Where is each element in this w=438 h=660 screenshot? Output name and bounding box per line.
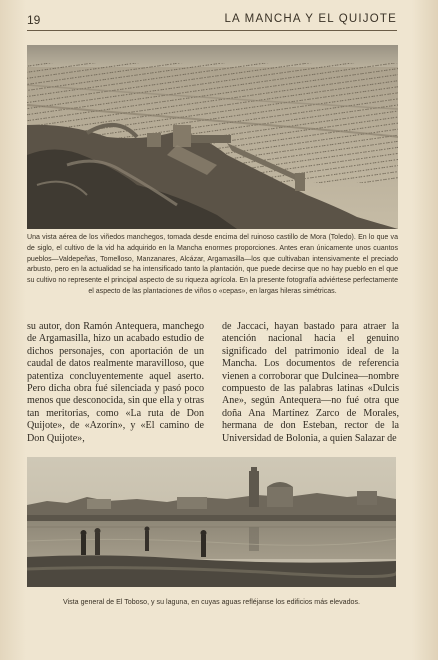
top-photo-caption: Una vista aérea de los viñedos manchegos, tomada desde encima del ruinoso castillo de Mora (Toledo). En lo que va de siglo, el cultivo de la vid ha adquirido en la Mancha enormes proporciones. Antes eran únicamente unos cuantos pueblos—Valdepeñas, Tomelloso, Manzanares, Alcázar, Argamasilla—los que cultivaban intensivamente el preciado arbusto, pero en la actualidad se ha intensificado tanto la plantación, que puede decirse que no hay pueblo en el que su cultivo no represente el principal aspecto de su riqueza agrícola. En la presente fotografía adviértese perfectamente el aspecto de las plantaciones de viños o «cepas», en largas hileras simétricas. <box>27 234 398 295</box>
body-column-left <box>27 321 204 443</box>
page-number: 19 <box>27 13 41 27</box>
column-left-text: su autor, don Ramón Antequera, manchego de Argamasilla, hizo un acabado estudio de dichos personajes, con aportación de un caudal de datos realmente maravilloso, que patentiza concluyentemente aquel aserto. Pero dicha obra fué silenciada y pasó poco menos que desconocida, sin que ella y otras tan meritorias, como «La ruta de Don Quijote», de «Azorín», y «El camino de Don Quijote», <box>27 321 204 444</box>
vineyard-castle-photo <box>27 45 398 229</box>
column-right-text: de Jaccaci, hayan bastado para atraer la atención nacional hacia el genuino significado del patrimonio ideal de la Mancha. Los documentos de referencia vienen a corroborar que Dulcinea—nombre compuesto de las palabras latinas «Dulcis Ane», según Antequera—no fué otra que doña Ana Martínez Zarco de Morales, hermana de don Esteban, rector de la Universidad de Bolonia, a quien Salazar de <box>222 321 399 444</box>
header-rule <box>27 30 397 31</box>
body-columns <box>27 321 399 443</box>
el-toboso-photo <box>27 457 396 587</box>
body-column-right <box>222 321 399 443</box>
bottom-photo-caption: Vista general de El Toboso, y su laguna, en cuyas aguas refléjanse los edificios más elevados. <box>62 598 361 606</box>
running-title: LA MANCHA Y EL QUIJOTE <box>224 13 397 25</box>
